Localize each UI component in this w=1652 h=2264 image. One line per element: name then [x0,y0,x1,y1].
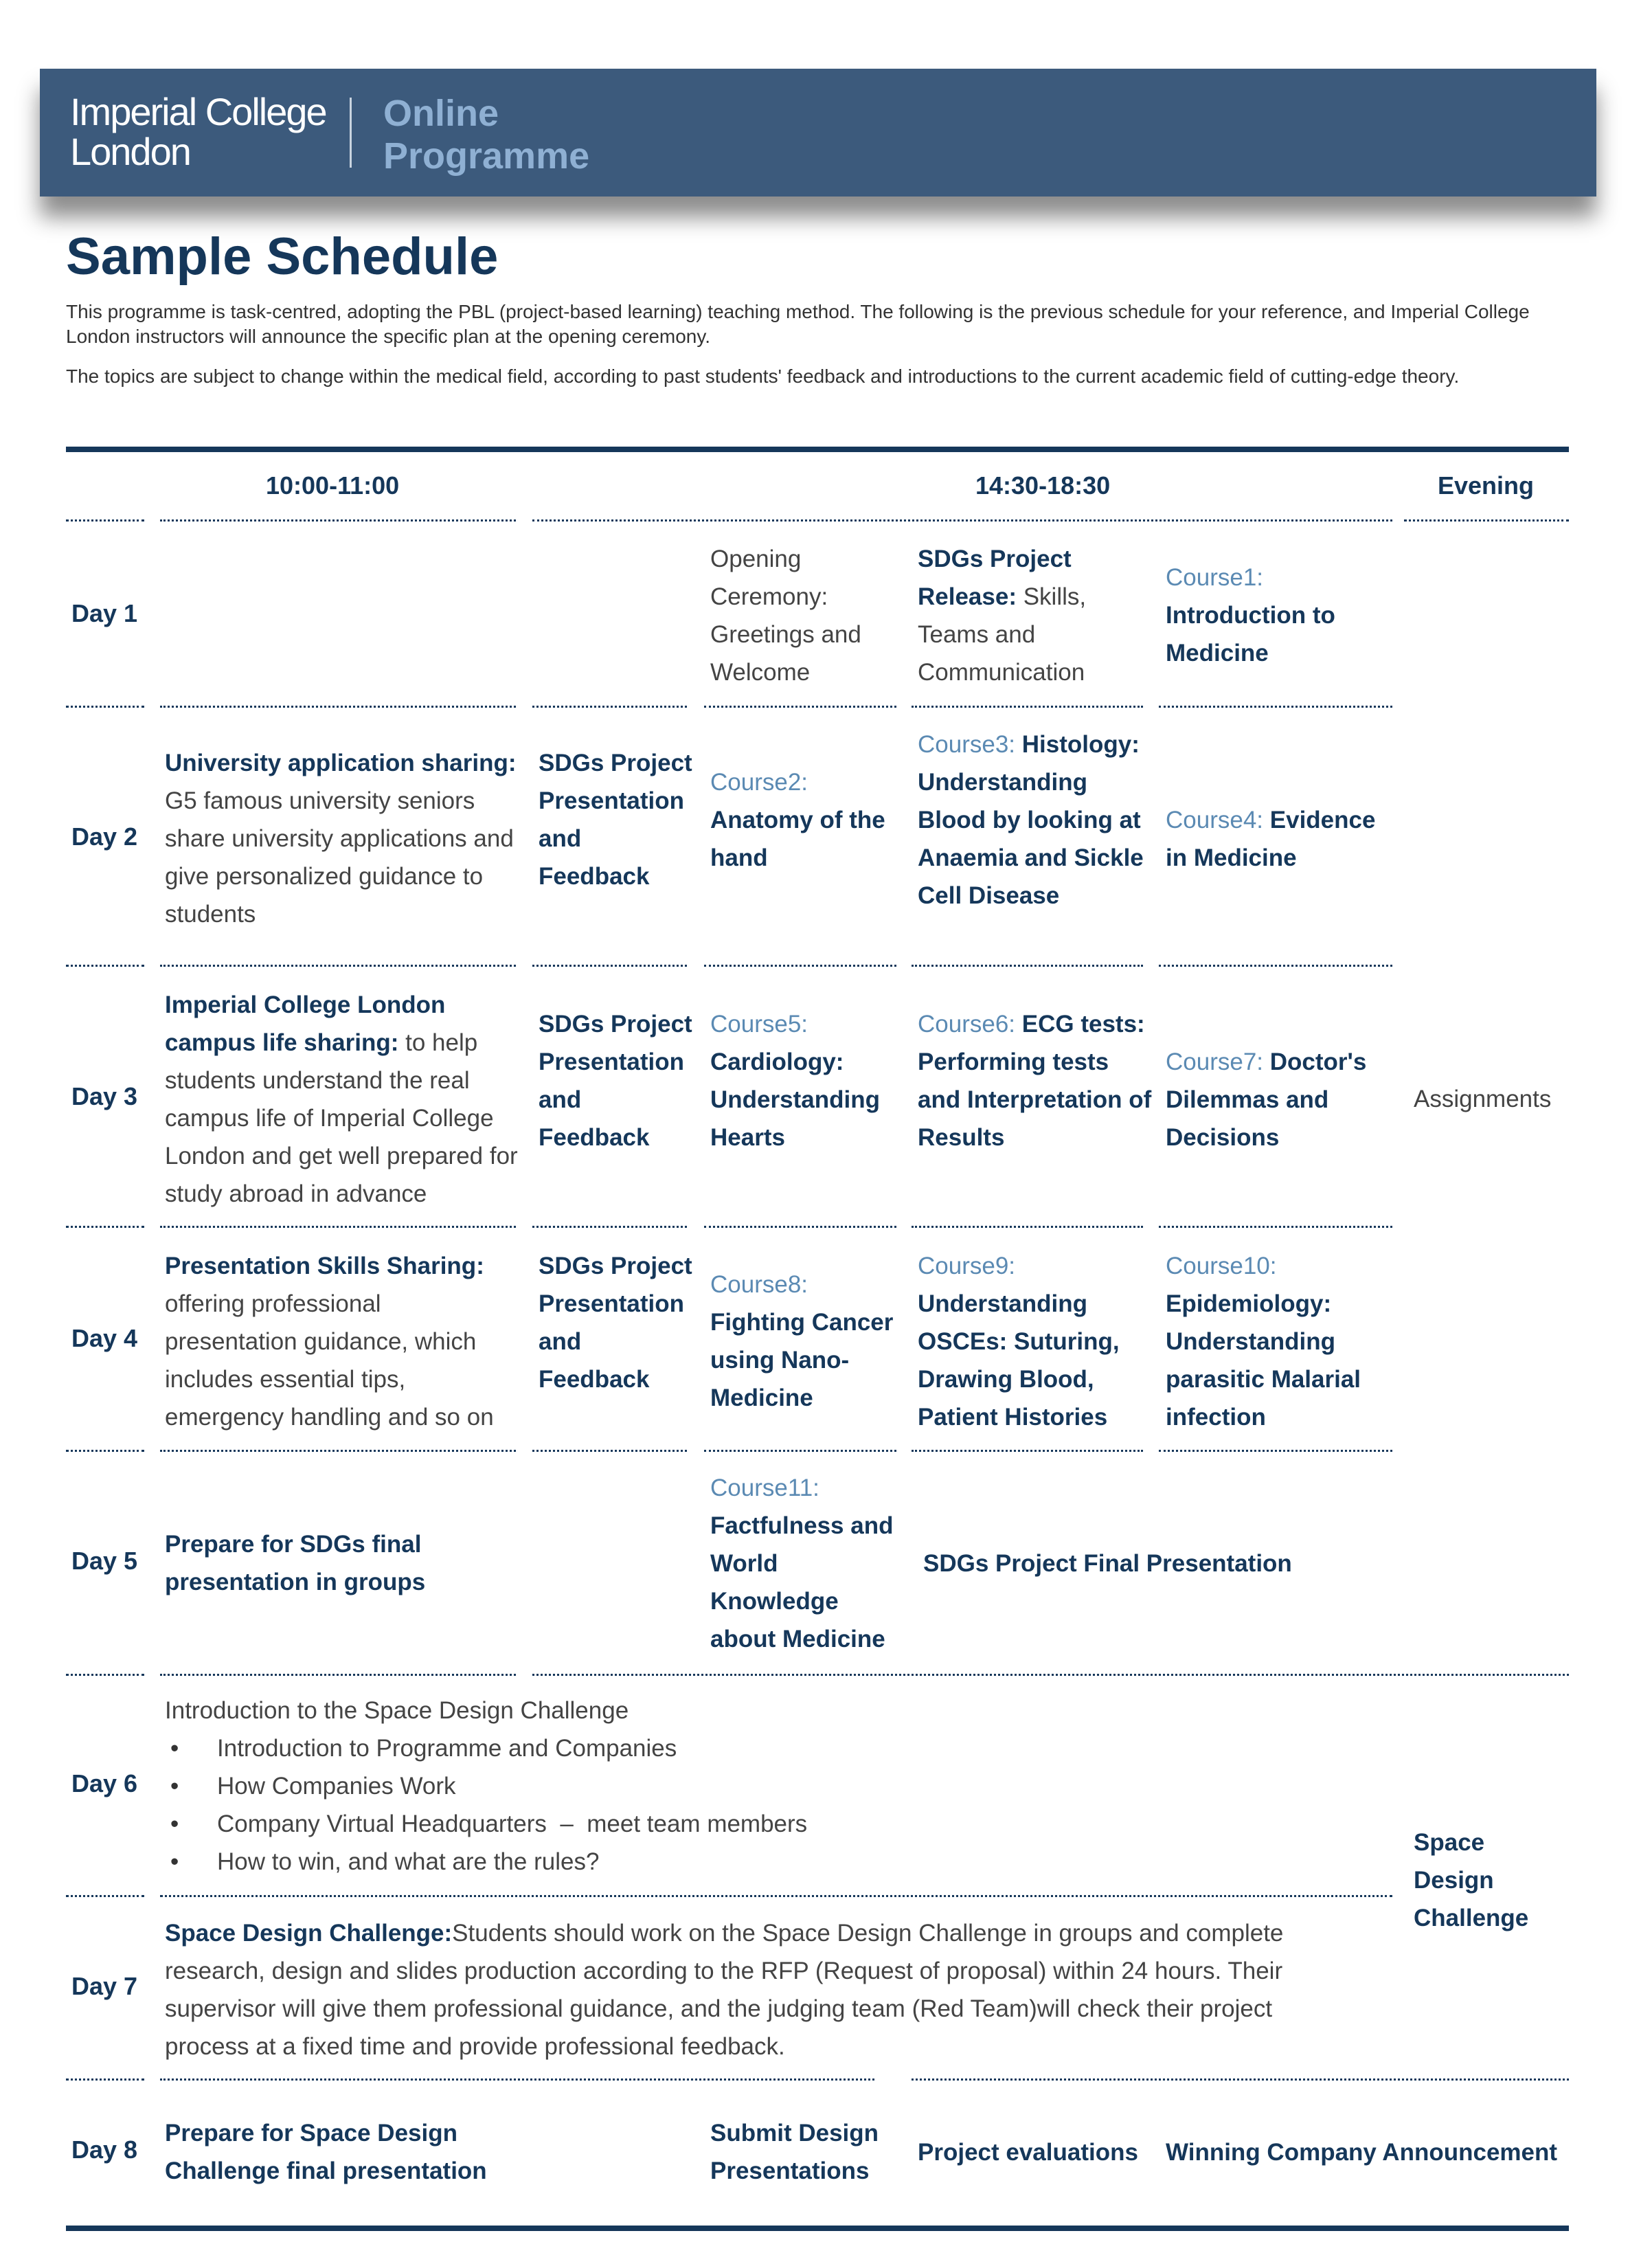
row-divider [1159,965,1392,967]
day5-sdgs-final-presentation: SDGs Project Final Presentation [923,1550,1292,1577]
list-item: • How to win, and what are the rules? [165,1843,1127,1881]
row-divider [160,2078,874,2081]
list-item: • Introduction to Programme and Companies [165,1729,1127,1767]
row-divider [912,965,1143,967]
row-divider [160,1450,516,1452]
column-head-evening: Evening [1438,471,1535,500]
day2-sdgs-presentation: SDGs Project Presentation and Feedback [539,750,692,890]
day6-space-design-intro: Introduction to the Space Design Challenge • Introduction to Programme and Companies • How Companies Work • Company Virtual Headquarters – meet team members • How to win, and what are the rules? [165,1692,1127,1881]
row-divider [532,1450,687,1452]
day3-course7: Course7: Doctor's Dilemmas and Decisions [1166,1049,1367,1151]
row-divider [532,1226,687,1228]
row-divider [912,2078,1569,2081]
intro-paragraph-2: The topics are subject to change within the medical field, according to past students' feedback and introductions to the current academic field of cutting-edge theory. [66,366,1460,387]
row-divider [532,965,687,967]
day1-opening-ceremony: Opening Ceremony: Greetings and Welcome [710,546,861,686]
row-divider [532,706,687,708]
logo-divider [350,98,352,168]
row-divider [66,1226,144,1228]
row-divider [532,1674,1569,1676]
day2-course3: Course3: Histology: Understanding Blood by looking at Anaemia and Sickle Cell Disease [918,731,1144,909]
day5-course11: Course11: Factfulness and World Knowledge about Medicine [710,1475,894,1652]
row-divider [66,1674,144,1676]
row-divider [160,1895,1392,1897]
list-item: • Company Virtual Headquarters – meet team members [165,1805,1127,1843]
column-head-afternoon: 14:30-18:30 [975,471,1111,500]
day4-course10: Course10: Epidemiology: Understanding parasitic Malarial infection [1166,1253,1361,1431]
row-divider [160,965,516,967]
day7-space-design-challenge: Space Design Challenge:Students should work on the Space Design Challenge in groups and complete research, design and slides production according to the RFP (Request of proposal) within 24 hours. Their supervisor will give them professional guidance, and the judging team (Red Team)will check their project process at a fixed time and provide professional feedback. [165,1920,1284,2060]
row-divider [160,519,516,522]
row-divider [704,1450,896,1452]
day8-project-evaluations: Project evaluations [918,2139,1138,2166]
row-divider [532,519,1392,522]
day2-course2: Course2: Anatomy of the hand [710,769,885,871]
row-divider [1159,706,1392,708]
day8-winning-announcement: Winning Company Announcement [1166,2139,1558,2166]
day4-presentation-skills: Presentation Skills Sharing: offering professional presentation guidance, which includes essential tips, emergency handling and so on [165,1253,494,1431]
day-label: Day 6 [71,1769,138,1797]
row-divider [704,1226,896,1228]
day-label: Day 3 [71,1082,138,1110]
day1-course1: Course1: Introduction to Medicine [1166,564,1335,666]
day1-sdgs-release: SDGs Project Release: Skills, Teams and Communication [918,546,1087,686]
list-item: • How Companies Work [165,1767,1127,1805]
row-divider [160,1226,516,1228]
programme-label: Online Programme [383,93,590,177]
row-divider [66,1895,144,1897]
column-head-morning: 10:00-11:00 [266,471,400,500]
imperial-logo: Imperial College London [70,90,326,173]
row-divider [704,965,896,967]
table-top-rule [66,447,1569,452]
day2-university-sharing: University application sharing: G5 famous university seniors share university applications and give personalized guidance to students [165,750,517,928]
row-divider [912,706,1143,708]
intro-paragraph-1: This programme is task-centred, adopting the PBL (project-based learning) teaching method. The following is the previous schedule for your reference, and Imperial College London instructors will announce the specific plan at the opening ceremony. [66,301,1530,347]
day4-sdgs-presentation: SDGs Project Presentation and Feedback [539,1253,692,1393]
evening-assignments: Assignments [1414,1086,1552,1112]
row-divider [66,965,144,967]
day5-prepare-sdgs: Prepare for SDGs final presentation in groups [165,1531,426,1595]
row-divider [912,1450,1143,1452]
day2-course4: Course4: Evidence in Medicine [1166,807,1376,871]
row-divider [66,706,144,708]
day8-submit-design: Submit Design Presentations [710,2120,879,2184]
day-label: Day 7 [71,1972,138,2000]
day-label: Day 8 [71,2136,138,2164]
day3-sdgs-presentation: SDGs Project Presentation and Feedback [539,1011,692,1151]
day8-prepare-space-design: Prepare for Space Design Challenge final presentation [165,2120,487,2184]
row-divider [704,706,896,708]
day-label: Day 1 [71,599,138,627]
row-divider [912,1226,1143,1228]
day3-course5: Course5: Cardiology: Understanding Hearts [710,1011,880,1151]
table-bottom-rule [66,2226,1569,2231]
row-divider [1404,519,1569,522]
day6-bullet-list [165,1729,1127,1881]
row-divider [66,519,144,522]
day4-course8: Course8: Fighting Cancer using Nano-Medicine [710,1271,894,1411]
page-title: Sample Schedule [66,227,499,286]
day4-course9: Course9: Understanding OSCEs: Suturing, Drawing Blood, Patient Histories [918,1253,1120,1431]
row-divider [1159,1226,1392,1228]
day3-course6: Course6: ECG tests: Performing tests and Interpretation of Results [918,1011,1152,1151]
day-label: Day 4 [71,1324,138,1352]
row-divider [66,2078,144,2081]
header-banner [40,69,1596,197]
day3-campus-life-sharing: Imperial College London campus life sharing: to help students understand the real campus life of Imperial College London and get well prepared for study abroad in advance [165,991,518,1207]
day-label: Day 5 [71,1547,138,1575]
evening-space-design-challenge: Space Design Challenge [1414,1829,1529,1931]
row-divider [66,1450,144,1452]
row-divider [160,1674,516,1676]
day-label: Day 2 [71,822,138,851]
row-divider [1159,1450,1392,1452]
row-divider [160,706,516,708]
